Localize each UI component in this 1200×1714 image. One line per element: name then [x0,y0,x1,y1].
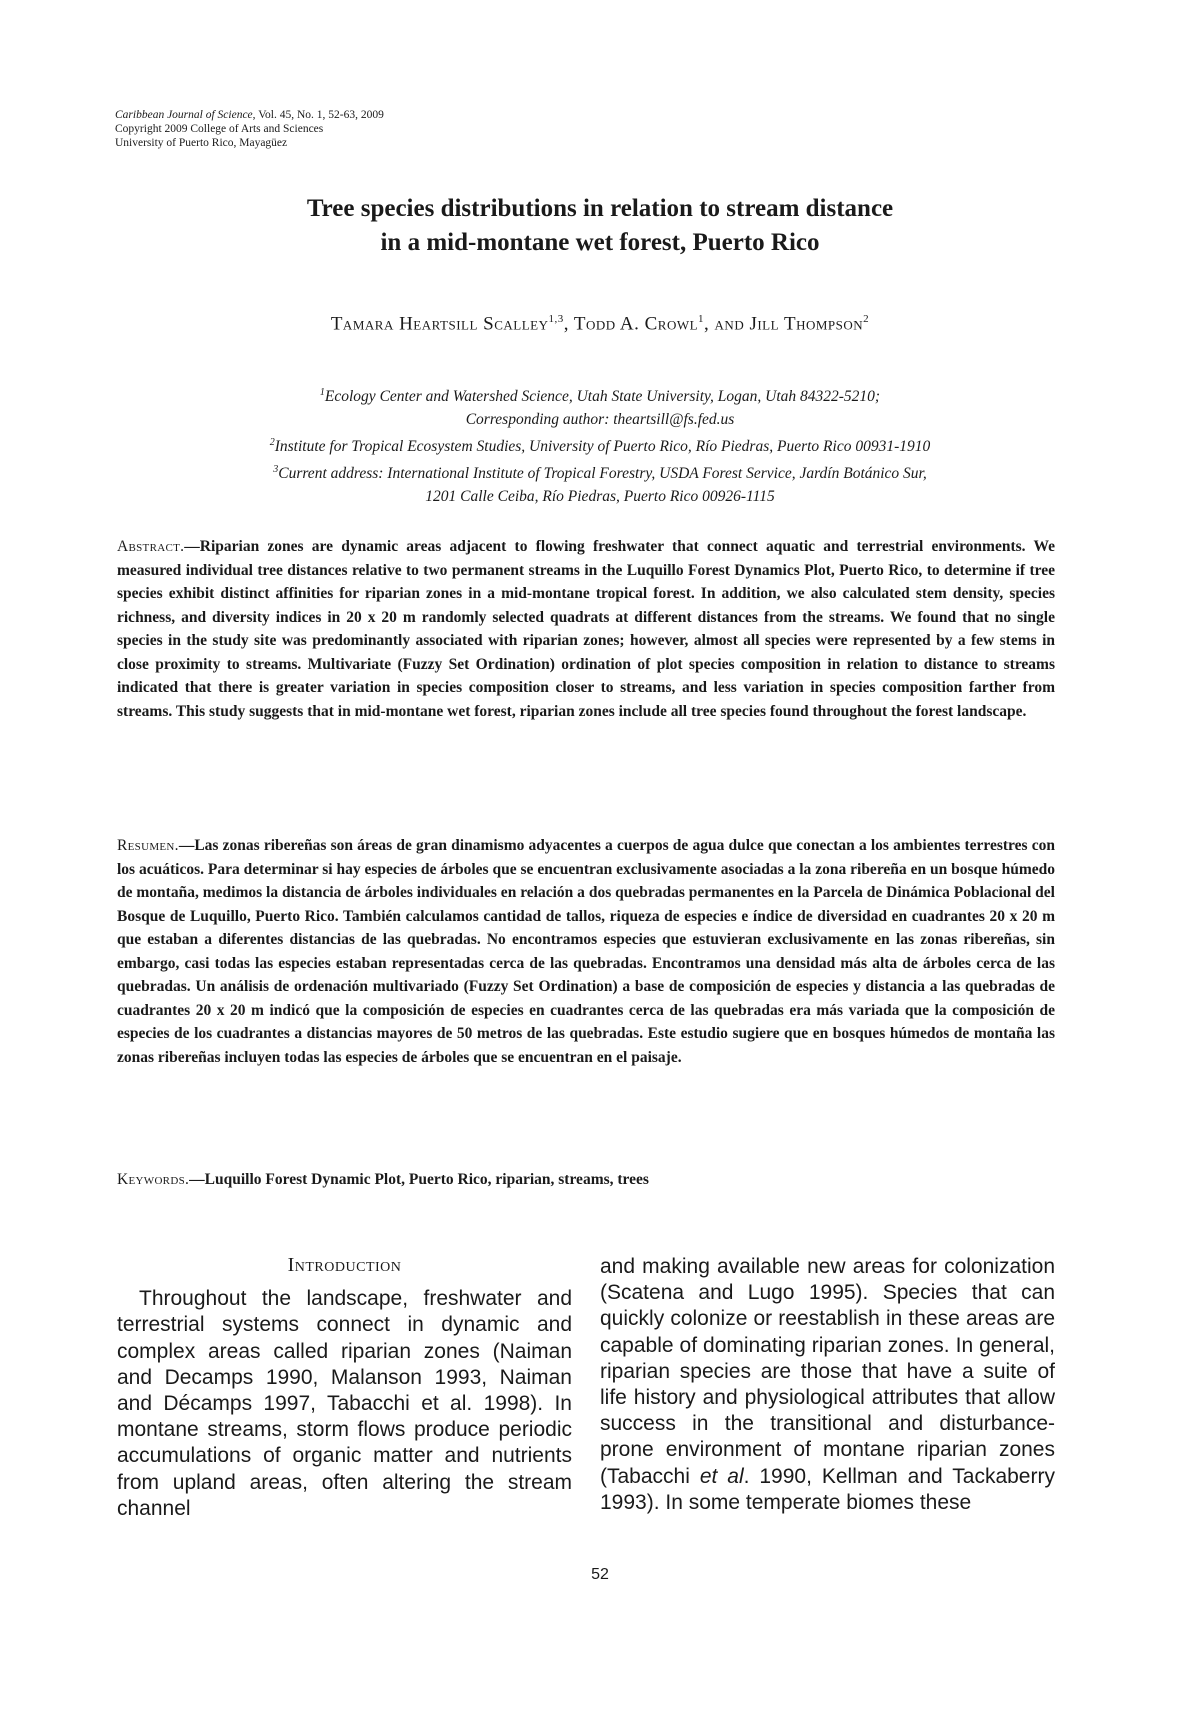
author-2: , Todd A. Crowl [563,313,699,335]
affiliation-3-marker: 3 [273,464,279,476]
resumen [117,834,1055,1069]
author-3: , and Jill Thompson [704,313,864,335]
affiliation-1 [0,381,1200,408]
section-heading-introduction: Introduction [287,1254,402,1276]
intro-paragraph-continued [600,1254,1055,1516]
author-1-affil: 1,3 [548,313,564,325]
resumen-text: —Las zonas ribereñas son áreas de gran dinamismo adyacentes a cuerpos de agua dulce que conectan a los ambientes terrestres con los acuáticos. Para determinar si hay especies de árboles que se encuentran exclusivamente asociadas a la zona ribereña en un bosque húmedo de montaña, medimos la distancia de árboles individuales en relación a dos quebradas permanentes en la Parcela de Dinámica Poblacional del Bosque de Luquillo, Puerto Rico. También calculamos cantidad de tallos, riqueza de especies e índice de diversidad en cuadrantes 20 x 20 m que estaban a diferentes distancias de las quebradas. No encontramos especies que estuvieran exclusivamente en las zonas ribereñas, sin embargo, casi todas las especies estaban representadas cerca de las quebradas. Encontramos una densidad más alta de árboles cerca de las quebradas. Un análisis de ordenación multivariado (Fuzzy Set Ordination) a base de composición de especies y distancia a las quebradas de cuadrantes 20 x 20 m indicó que la composición de especies en cuadrantes cerca de las quebradas era más variada que la composición de especies de los cuadrantes a distancias mayores de 50 metros de las quebradas. Este estudio sugiere que en bosques húmedos de montaña las zonas ribereñas incluyen todas las especies de árboles que se encuentran en el paisaje. [117,837,1055,1066]
keywords-text: —Luquillo Forest Dynamic Plot, Puerto Rico, riparian, streams, trees [189,1171,649,1188]
affiliation-3 [0,458,1200,485]
journal-volume: , Vol. 45, No. 1, 52-63, 2009 [252,109,384,121]
paper-title [0,192,1200,260]
title-line-1: Tree species distributions in relation to stream distance [306,195,894,222]
affiliation-3-address: 1201 Calle Ceiba, Río Piedras, Puerto Rico 00926-1115 [425,488,775,506]
affiliation-1-text: Ecology Center and Watershed Science, Utah State University, Logan, Utah 84322-5210; [324,388,881,406]
author-3-affil: 2 [863,313,870,325]
affiliation-1-marker: 1 [319,387,325,398]
intro-text-part-a: and making available new areas for colonization (Scatena and Lugo 1995). Species that can quickly colonize or reestablish in these areas are capable of dominating riparian zones. In general, riparian species are those that have a suite of life history and physiological attributes that allow success in the transitional and disturbance-prone environment of montane riparian zones (Tabacchi [600,1255,1055,1488]
affiliation-2-marker: 2 [269,437,275,449]
abstract-label: Abstract. [117,538,185,555]
title-line-2: in a mid-montane wet forest, Puerto Rico [380,229,820,256]
author-list [0,313,1200,335]
author-2-affil: 1 [698,313,705,325]
author-1: Tamara Heartsill Scalley [330,313,549,335]
affiliation-2-text: Institute for Tropical Ecosystem Studies, University of Puerto Rico, Río Piedras, Puerto Rico 00931-1910 [274,438,931,456]
abstract-text: —Riparian zones are dynamic areas adjacent to flowing freshwater that connect aquatic and terrestrial environments. We measured individual tree distances relative to two permanent streams in the Luquillo Forest Dynamics Plot, Puerto Rico, to determine if tree species exhibit distinct affinities for riparian zones in a mid-montane tropical forest. In addition, we also calculated stem density, species richness, and diversity indices in 20 x 20 m randomly selected quadrats at different distances from the streams. We found that no single species in the study site was predominantly associated with riparian zones; however, almost all species were represented by a few stems in close proximity to streams. Multivariate (Fuzzy Set Ordination) ordination of plot species composition in relation to distance to streams indicated that there is greater variation in species composition closer to streams, and less variation in species composition farther from streams. This study suggests that in mid-montane wet forest, riparian zones include all tree species found throughout the forest landscape. [117,538,1055,720]
corresponding-author: Corresponding author: theartsill@fs.fed.us [465,411,735,429]
journal-name: Caribbean Journal of Science [115,109,253,121]
page-number: 52 [591,1566,609,1583]
affiliations [0,381,1200,508]
intro-text-part-b: . 1990, Kellman and Tackaberry 1993). In some temperate biomes these [600,1464,1055,1514]
affiliation-2 [0,431,1200,458]
intro-text-etal: et al [699,1464,744,1488]
keywords-label: Keywords. [117,1171,190,1188]
resumen-label: Resumen. [117,837,179,854]
column-right [600,1254,1055,1516]
journal-header [115,108,384,150]
intro-paragraph-1: Throughout the landscape, freshwater and terrestrial systems connect in dynamic and complex areas called riparian zones (Naiman and Decamps 1990, Malanson 1993, Naiman and Décamps 1997, Tabacchi et al. 1998). In montane streams, storm flows produce periodic accumulations of organic matter and nutrients from upland areas, often altering the stream channel [117,1287,572,1520]
affiliation-3-text: Current address: International Institute of Tropical Forestry, USDA Forest Service, Jardín Botánico Sur, [278,465,927,483]
university-line: University of Puerto Rico, Mayagüez [115,137,288,149]
copyright-line: Copyright 2009 College of Arts and Sciences [115,123,324,135]
abstract [117,535,1055,723]
keywords [117,1168,1055,1191]
journal-citation [115,108,384,122]
column-left [117,1252,572,1522]
